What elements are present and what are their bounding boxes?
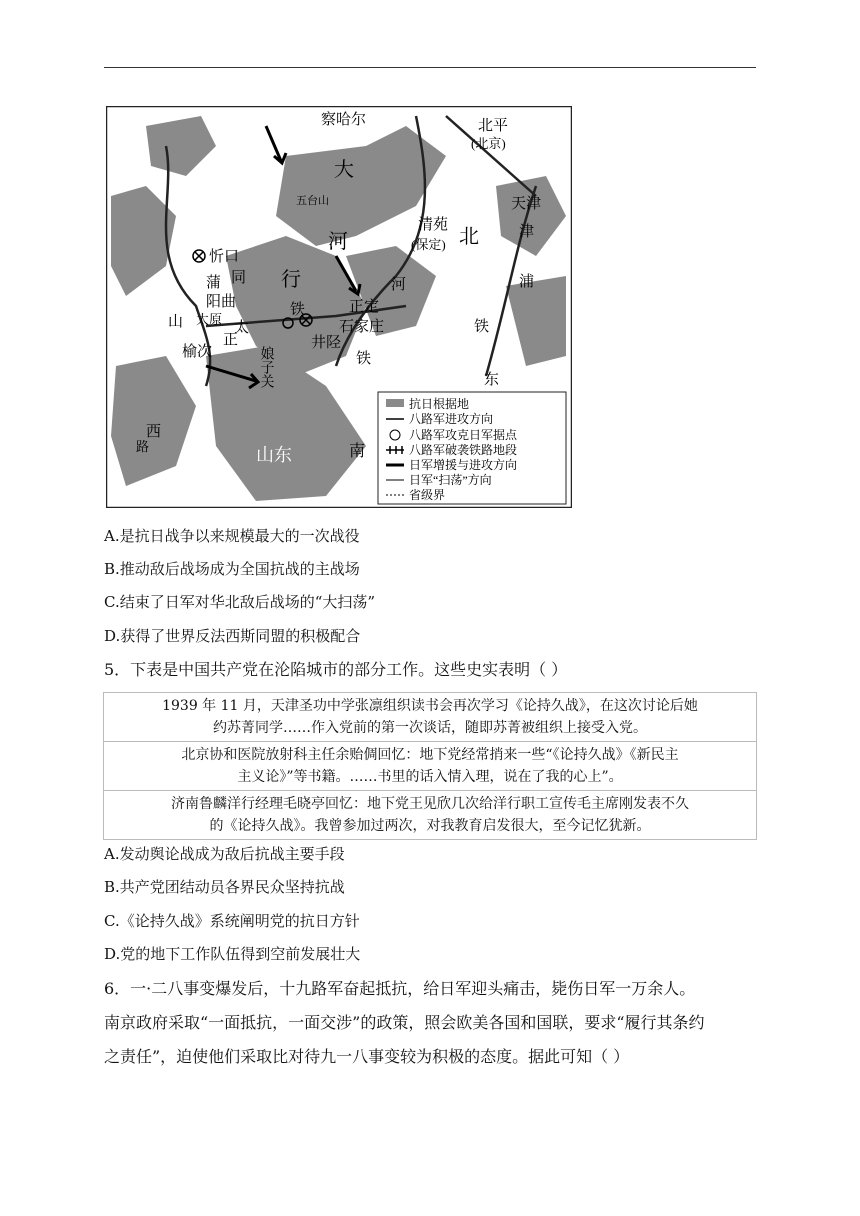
label-yuci: 榆次 (182, 344, 213, 360)
label-beijing: (北京) (471, 136, 506, 151)
label-he-2: 河 (391, 277, 407, 293)
q5-option-b: B.共产党团结动员各界民众坚持抗战 (104, 878, 345, 896)
label-chahar: 察哈尔 (321, 112, 367, 128)
q5-stem: 5．下表是中国共产党在沦陷城市的部分工作。这些史实表明（ ） (104, 660, 568, 679)
label-taiyuan: 太原 (196, 312, 223, 327)
table-cell-line: 的《论持久战》。我曾参加过两次，对我教育启发很大，至今记忆犹新。 (209, 818, 651, 834)
label-dong: 东 (484, 372, 500, 388)
label-yangqu: 阳曲 (206, 294, 237, 310)
label-pu: 浦 (519, 274, 535, 290)
label-tie-1: 铁 (474, 319, 490, 335)
label-jin: 津 (519, 224, 535, 240)
label-qingyuan: 清苑 (418, 217, 449, 233)
label-shanhe: 山东 (256, 445, 292, 465)
label-pu2: 蒲 (206, 275, 222, 291)
label-da: 大 (334, 159, 354, 181)
header-rule (104, 67, 756, 68)
label-jingxing: 井陉 (311, 335, 342, 351)
q4-option-d: D.获得了世界反法西斯同盟的积极配合 (104, 627, 361, 645)
label-shan: 山 (168, 314, 184, 330)
q4-option-c: C.结束了日军对华北敌后战场的“大扫荡” (104, 593, 376, 611)
legend-jp-sweep: 日军“扫荡”方向 (409, 473, 492, 487)
label-bei: 北 (459, 226, 479, 248)
label-tie-2: 铁 (290, 302, 306, 318)
label-tai: 太 (234, 320, 250, 336)
q5-option-d: D.党的地下工作队伍得到空前发展壮大 (104, 945, 361, 963)
label-nan: 南 (349, 443, 366, 460)
q6-line-2: 南京政府采取“一面抵抗，一面交涉”的政策，照会欧美各国和国联，要求“履行其条约 (104, 1013, 705, 1032)
legend-8ra-rail: 八路军破袭铁路地段 (409, 443, 518, 457)
legend-base-area: 抗日根据地 (409, 397, 470, 411)
label-zhengding: 正定 (349, 299, 380, 315)
table-cell-line: 主义论》”等书籍。……书里的话入情入理，说在了我的心上”。 (237, 769, 623, 785)
table-cell-line: 1939 年 11 月，天津圣功中学张凛组织读书会再次学习《论持久战》，在这次讨论后她 (162, 698, 698, 714)
label-xinkou: 忻口 (209, 249, 240, 265)
legend-jp-reinforce: 日军增援与进攻方向 (409, 458, 518, 472)
legend-8ra-attack: 八路军进攻方向 (409, 412, 494, 426)
table-row (104, 693, 757, 742)
label-niangziguan: 娘子关 (258, 346, 274, 388)
q6-text (104, 972, 756, 1074)
label-he: 河 (328, 231, 348, 253)
label-beiping: 北平 (478, 118, 509, 134)
legend-8ra-capture: 八路军攻克日军据点 (409, 428, 518, 442)
q6-line-1: 6．一·二八事变爆发后，十九路军奋起抵抗，给日军迎头痛击，毙伤日军一万余人。 (104, 979, 696, 998)
legend-boundary: 省级界 (409, 488, 446, 502)
q5-option-c: C.《论持久战》系统阐明党的抗日方针 (104, 912, 360, 930)
map-legend (378, 392, 566, 504)
q4-option-a: A.是抗日战争以来规模最大的一次战役 (104, 527, 360, 545)
label-wutaishan: 五台山 (296, 195, 329, 207)
q5-table (103, 692, 757, 840)
battle-map (106, 106, 572, 508)
label-xi: 西 (146, 424, 162, 440)
table-cell-line: 约苏菁同学……作入党前的第一次谈话，随即苏菁被组织上接受入党。 (213, 720, 647, 736)
label-xing: 行 (281, 269, 301, 291)
q6-line-3: 之责任”，迫使他们采取比对待九一八事变较为积极的态度。据此可知（ ） (104, 1047, 630, 1066)
label-lu: 路 (136, 439, 150, 454)
label-tie-3: 铁 (356, 351, 372, 367)
table-cell-line: 济南鲁麟洋行经理毛晓亭回忆：地下党王见欣几次给洋行职工宣传毛主席刚发表不久 (171, 796, 689, 812)
label-shijiazhuang: 石家庄 (339, 319, 385, 335)
q4-option-b: B.推动敌后战场成为全国抗战的主战场 (104, 560, 360, 578)
table-row (104, 791, 757, 840)
q5-option-a: A.发动舆论战成为敌后抗战主要手段 (104, 845, 345, 863)
label-zheng: 正 (223, 332, 239, 348)
label-tianjin: 天津 (511, 196, 542, 212)
table-row (104, 742, 757, 791)
table-cell-line: 北京协和医院放射科主任余贻倜回忆：地下党经常捎来一些“《论持久战》《新民主 (181, 747, 679, 763)
label-tong: 同 (231, 270, 247, 286)
label-baoding: (保定) (411, 237, 446, 252)
